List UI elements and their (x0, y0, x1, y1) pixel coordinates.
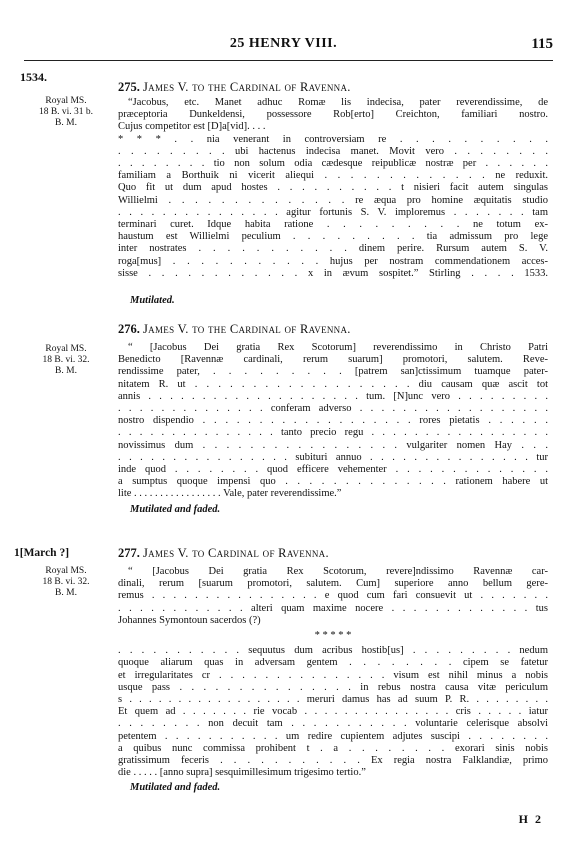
text-line: . . . . . . . . non decuit tam . . . . . . . . . . . voluntarie celerisque absolvi (118, 718, 548, 730)
text-line: Johannes Symontoun sacerdos (?) (118, 614, 261, 626)
text-line: a quibus nunc commissa prohibent t . a . . . . . . . . exorari sinis nobis (118, 742, 548, 754)
text-line: . . . . . . . . . . . sequutus dum acribus hostib[us] . . . . . . . . . nedum (118, 645, 548, 657)
text-line: haustum est Willielmi peculium . . . . . . . . . tia admissum pro lege (118, 231, 548, 243)
text-line: “Jacobus, etc. Manet adhuc Romæ lis indecisa, pater reverendissime, de (128, 97, 548, 108)
text-line: roga[mus] . . . . . . . . . . . hujus per nostram commendationem acces- (118, 255, 548, 267)
entry-text (118, 566, 548, 779)
text-line: lite . . . . . . . . . . . . . . . . . Vale, pater reverendissime.” (118, 488, 342, 500)
entry-text (118, 97, 548, 280)
margin-year: 1534. (20, 70, 47, 84)
text-line: a sumptus quoque impensi quo . . . . . . . . . . . . . . rationem habere ut (118, 476, 548, 488)
reference-line: 18 B. vi. 31 b. (38, 107, 94, 117)
text-line: præceptoria Dunkeldensi, possessore Rob[erto] Creichton, familiari nostro. (118, 109, 548, 121)
manuscript-reference (20, 566, 112, 599)
reference-line: Royal MS. (45, 344, 87, 354)
text-line: Et quem ad . . . . . . . rie vocab . . . . . . . . . . . . . . . cris . . . . . iatur (118, 706, 548, 718)
text-line: . . . . . . . . . . . . . . . tanto precio regu . . . . . . . . . . . . . . . . . (118, 427, 548, 439)
reference-line: B. M. (55, 118, 77, 128)
text-line: usque pass . . . . . . . . . . . . . . . in rebus nostra causa vitæ periculum (118, 681, 548, 693)
header-rule (24, 60, 553, 61)
text-line: Cujus competitor est [D]a[vid]. . . . (118, 121, 266, 133)
text-line: . . . . . . . . tio non solum odia cædesque reipublicæ nostræ per . . . . . . (118, 158, 548, 170)
reference-line: B. M. (55, 588, 77, 598)
omission-asterisks: * * * * * (314, 630, 352, 642)
manuscript-reference (20, 96, 112, 129)
reference-line: Royal MS. (45, 566, 87, 576)
text-line: novissimus dum . . . . . . . . . . . . . . . . . vulgariter nomen Hay . . . (118, 439, 548, 451)
text-line: inde quod . . . . . . . . quod efficere vehementer . . . . . . . . . . . . . . (118, 464, 548, 476)
text-line: . . . . . . . . . . . . . . . . subituri annuo . . . . . . . . . . . . . . . tur (118, 451, 548, 463)
reference-line: 18 B. vi. 32. (42, 577, 90, 587)
page-number: 115 (531, 36, 553, 52)
entry-title: James V. to the Cardinal of Ravenna. (143, 322, 351, 336)
text-line: . . . . . . . . . . . . . . conferam adverso . . . . . . . . . . . . . . . . . . (118, 403, 548, 415)
text-line: et irregularitates cr . . . . . . . . . . . . . . . visum est nihil minus a nobis (118, 669, 548, 681)
margin-date: 1[March ?] (14, 547, 70, 559)
entry-number: 277. (118, 546, 140, 560)
running-title: 25 HENRY VIII. (229, 36, 338, 51)
condition-note: Mutilated and faded. (130, 504, 221, 515)
text-line: remus . . . . . . . . . . . . . . . . e quod cum fari consuevit ut . . . . . . . (118, 590, 548, 602)
signature-mark: H 2 (518, 812, 543, 826)
entry-text (118, 342, 548, 501)
text-line: Willielmi . . . . . . . . . . . . . . re æqua pro homine æquitatis studio (118, 194, 548, 206)
running-head (0, 36, 567, 56)
text-line: familiam a Borthuik ni vicerit aliequi . . . . . . . . . . . . . ne reduxit. (118, 170, 548, 182)
text-line: dinali, rerum [suarum promotori, salutem. Cum] superiore anno bellum gere- (118, 578, 548, 590)
text-line: annis . . . . . . . . . . . . . . . . . . . . tum. [N]unc vero . . . . . . . . . (118, 390, 548, 402)
text-line: . . . . . . . . . . . . alteri quam maxime nocere . . . . . . . . . . . . . tus (118, 602, 548, 614)
entry-heading (118, 322, 351, 337)
text-line: sisse . . . . . . . . . . . . x in ævum sospitet.” Stirling . . . . 1533. (118, 267, 548, 279)
entry-number: 276. (118, 322, 140, 336)
entry-title: James V. to the Cardinal of Ravenna. (143, 80, 351, 94)
text-line: “ [Jacobus Dei gratia Rex Scotorum] reverendissimo in Christo Patri (128, 342, 548, 353)
text-line: quoque aliarum quas in adversam gentem . . . . . . . . cipem se fatetur (118, 657, 548, 669)
entry-number: 275. (118, 80, 140, 94)
text-line: s . . . . . . . . . . . . . . . . . . meruri damus has ad suum P. R. . . . . . . . . (118, 694, 548, 706)
condition-note: Mutilated and faded. (130, 782, 221, 793)
entry-title: James V. to Cardinal of Ravenna. (143, 546, 329, 560)
entry-heading (118, 546, 329, 561)
reference-line: 18 B. vi. 32. (42, 355, 90, 365)
text-line: nitatem R. ut . . . . . . . . . . . . . . . . . . . diu causam quæ ascit tot (118, 378, 548, 390)
text-line: * * * . . nia venerant in controversiam re . . . . . . . . . . (118, 133, 548, 145)
text-line: gratissimum feceris . . . . . . . . . . . Ex regia nostra Falklandiæ, primo (118, 755, 548, 767)
text-line: rendissime pater, . . . . . . . . . [patrem san]ctissimum tuamque pater- (118, 366, 548, 378)
text-line: nostro dispendio . . . . . . . . . . . . . . . . . . . rores pietatis . . . . . . (118, 415, 548, 427)
text-line: terminari curet. Idque habita ratione . . . . . . . . . ne totum ex- (118, 219, 548, 231)
condition-note: Mutilated. (130, 295, 175, 306)
text-line: “ [Jacobus Dei gratia Rex Scotorum, revere]ndissimo Ravennæ car- (128, 566, 548, 577)
text-line: die . . . . . [anno supra] sesquimillesimum trigesimo tertio.” (118, 767, 366, 779)
text-line: . . . . . . . . . . . . . . . agitur fortunis S. V. imploremus . . . . . . . tam (118, 206, 548, 218)
entry-heading (118, 80, 351, 95)
text-line: inter nostrates . . . . . . . . . . . dinem perire. Rursum autem S. V. (118, 243, 548, 255)
text-line: . . . . . . . . . ubi hactenus indecisa manet. Movit vero . . . . . . . . (118, 145, 548, 157)
reference-line: B. M. (55, 366, 77, 376)
reference-line: Royal MS. (45, 96, 87, 106)
text-line: petentem . . . . . . . . . . . um redire cupientem adjutes suscipi . . . . . . . . (118, 730, 548, 742)
text-line: Quo fit ut dum apud hostes . . . . . . . . . . t nisieri facit autem singulas (118, 182, 548, 194)
text-line: Benedicto [Ravennæ cardinali, rerum suarum] promotori, salutem. Reve- (118, 354, 548, 366)
manuscript-reference (20, 344, 112, 377)
